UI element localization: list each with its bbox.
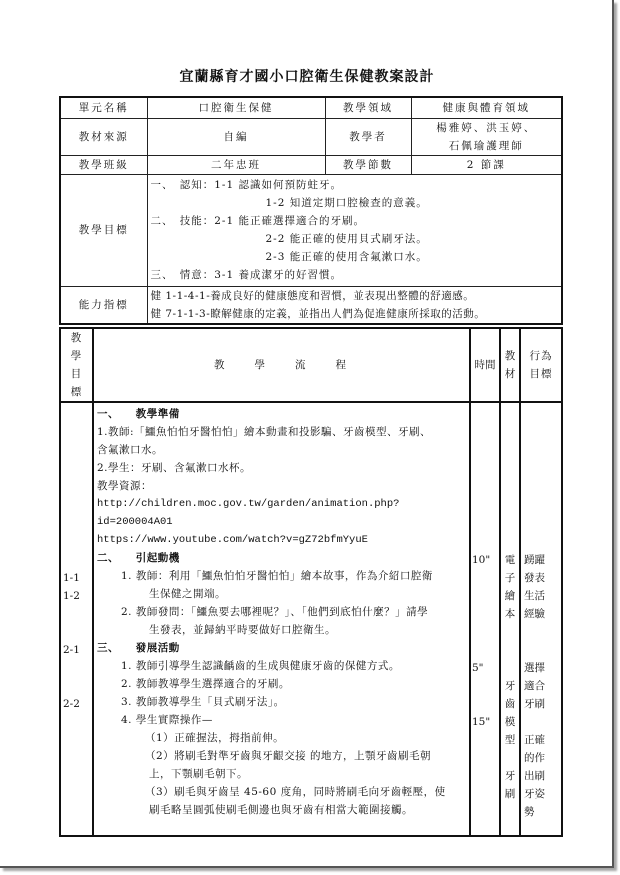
document-title: 宜蘭縣育才國小口腔衛生保健教案設計 (179, 69, 435, 85)
header-material-text: 教材 (504, 350, 516, 380)
process-line: 上，下顎刷毛朝下。 (149, 768, 248, 780)
objective-item: 1-2 知道定期口腔檢查的意義。 (265, 197, 428, 209)
indicator-item: 健 7-1-1-3-瞭解健康的定義，並指出人們為促進健康所採取的活動。 (150, 307, 486, 320)
behavior-text: 踴躍 (524, 554, 545, 566)
teaching-process (93, 402, 470, 836)
material-char: 電 (504, 554, 516, 566)
process-line: 教學資源： (97, 480, 152, 492)
process-line: 1. 教師引導學生認識齲齒的生成與健康牙齒的保健方式。 (121, 660, 400, 672)
class-value: 二年忠班 (147, 155, 325, 174)
time-column (470, 402, 500, 836)
section-heading: 三、 發展活動 (97, 642, 180, 654)
time-10: 10" (472, 554, 491, 566)
unit-value: 口腔衛生保健 (147, 97, 325, 118)
behavior-text: 經驗 (524, 608, 545, 620)
teacher-label: 教學者 (325, 118, 411, 155)
goal-2-1: 2-1 (63, 644, 80, 656)
behavior-text: 發表 (524, 572, 545, 584)
material-char: 型 (504, 734, 516, 746)
resource-link[interactable]: http://children.moc.gov.tw/garden/animation.php?id=200004A01 (97, 498, 400, 528)
objectives-label: 教學目標 (60, 174, 147, 286)
process-line: （1）正確握法，拇指前伸。 (145, 732, 285, 744)
header-behavior (520, 328, 562, 402)
process-line: 含氟漱口水。 (97, 444, 163, 456)
behavior-text: 牙刷 (524, 698, 545, 710)
indicators-label: 能力指標 (60, 286, 147, 324)
behavior-text: 的作 (524, 752, 545, 764)
periods-label: 教學節數 (325, 155, 411, 174)
unit-label: 單元名稱 (60, 97, 147, 118)
behavior-text: 選擇 (524, 662, 545, 674)
header-goal-text: 教學目標 (70, 332, 83, 398)
time-5: 5" (472, 662, 484, 674)
process-line: （2）將刷毛對準牙齒與牙齦交接 的地方，上顎牙齒刷毛朝 (145, 750, 432, 762)
behavior-text: 生活 (524, 590, 545, 602)
material-column (500, 402, 520, 836)
behavior-text: 適合 (524, 680, 545, 692)
process-line: 1. 教師：利用「鱷魚怕怕牙醫怕怕」繪本故事，作為介紹口腔衛 (121, 570, 433, 582)
domain-label: 教學領域 (325, 97, 411, 118)
material-char: 牙 (504, 680, 516, 692)
process-line: 刷毛略呈圓弧使刷毛側邊也與牙齒有相當大範圍接觸。 (149, 804, 413, 816)
header-process: 教 學 流 程 (93, 328, 470, 402)
goal-1-2: 1-2 (63, 590, 80, 602)
process-line: 3. 教師教導學生「貝式刷牙法」。 (121, 696, 285, 708)
objective-item: 2-3 能正確的使用含氟漱口水。 (265, 251, 428, 263)
teacher-line-1: 楊雅婷、洪玉婷、 (436, 121, 537, 134)
periods-value: 2 節課 (411, 155, 562, 174)
domain-value: 健康與體育領域 (411, 97, 562, 118)
teacher-line-2: 石佩瑜護理師 (448, 139, 524, 152)
section-heading: 二、 引起動機 (97, 552, 180, 564)
teaching-flow-table (59, 327, 563, 837)
material-char: 齒 (504, 698, 516, 710)
header-goal (60, 328, 93, 402)
time-15: 15" (472, 716, 491, 728)
behavior-text: 牙姿 (524, 788, 545, 800)
section-heading: 一、 教學準備 (97, 408, 180, 420)
process-line: 1.教師:「鱷魚怕怕牙醫怕怕」繪本動畫和投影騙、牙齒模型、牙刷、 (97, 426, 432, 438)
lesson-info-table (59, 96, 563, 325)
material-char: 繪 (504, 590, 516, 602)
behavior-text: 正確 (524, 734, 545, 746)
header-behavior-text: 行為目標 (529, 350, 553, 380)
process-line: 2. 教師發問：「鱷魚要去哪裡呢？」、「他們到底怕什麼？」請學 (121, 606, 429, 618)
material-char: 本 (504, 608, 516, 620)
objectives-list (147, 174, 562, 286)
objective-item: 二、 技能：2-1 能正確選擇適合的牙刷。 (150, 215, 365, 227)
class-label: 教學班級 (60, 155, 147, 174)
teacher-value (411, 118, 562, 155)
objective-item: 一、 認知：1-1 認識如何預防蛀牙。 (150, 179, 342, 191)
resource-link[interactable]: https://www.youtube.com/watch?v=gZ72bfmYyuE (97, 534, 368, 546)
behavior-text: 出刷 (524, 770, 545, 782)
material-char: 模 (504, 716, 516, 728)
source-label: 教材來源 (60, 118, 147, 155)
behavior-column (520, 402, 562, 836)
goal-2-2: 2-2 (63, 698, 80, 710)
material-char: 子 (504, 572, 516, 584)
indicator-item: 健 1-1-4-1-養成良好的健康態度和習慣，並表現出整體的舒適感。 (150, 289, 475, 302)
material-char: 刷 (504, 788, 516, 800)
process-line: （3）刷毛與牙齒呈 45-60 度角，同時將刷毛向牙齒輕壓，使 (145, 786, 446, 798)
source-value: 自編 (147, 118, 325, 155)
objective-item: 2-2 能正確的使用貝式刷牙法。 (265, 233, 428, 245)
process-line: 生保健之開端。 (149, 588, 226, 600)
process-line: 2.學生：牙刷、含氟漱口水杯。 (97, 462, 252, 474)
material-char: 牙 (504, 770, 516, 782)
header-time: 時間 (470, 328, 500, 402)
objective-item: 三、 情意：3-1 養成潔牙的好習慣。 (150, 269, 342, 281)
indicators-list (147, 286, 562, 324)
behavior-text: 勢 (524, 806, 535, 818)
process-line: 2. 教師教導學生選擇適合的牙刷。 (121, 678, 290, 690)
goal-column (60, 402, 93, 836)
goal-1-1: 1-1 (63, 572, 80, 584)
process-line: 生發表，並歸納平時要做好口腔衛生。 (149, 624, 336, 636)
process-line: 4. 學生實際操作— (121, 714, 213, 726)
header-material (500, 328, 520, 402)
